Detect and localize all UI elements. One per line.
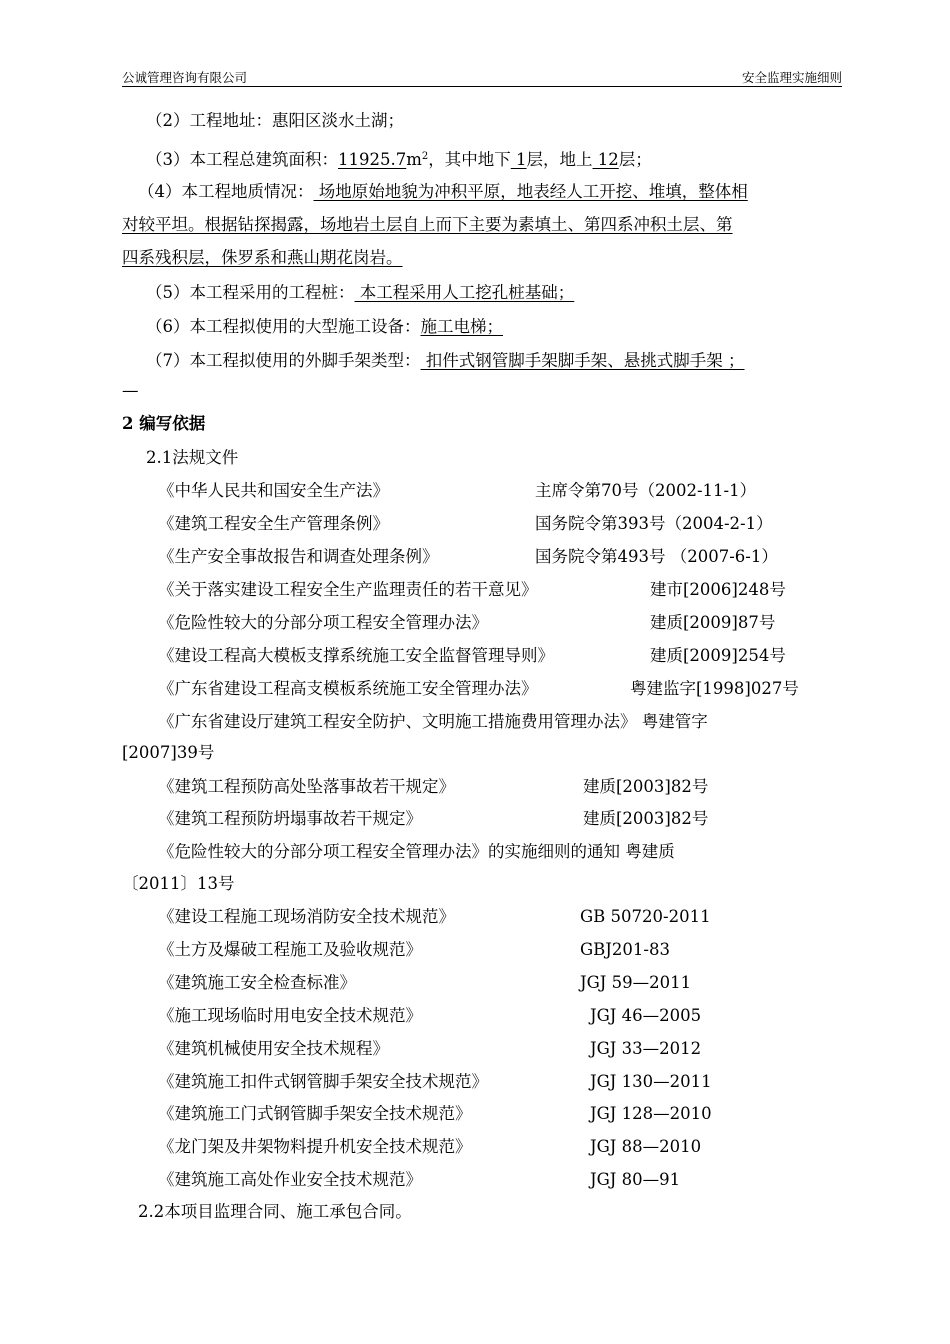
regulation-title: 《广东省建设工程高支模板系统施工安全管理办法》 <box>158 679 538 698</box>
pile-label: （5）本工程采用的工程桩： <box>146 283 355 302</box>
scaffold-value: 扣件式钢管脚手架脚手架、悬挑式脚手架 ； <box>420 351 745 370</box>
regulation-title: 《关于落实建设工程安全生产监理责任的若干意见》 <box>158 580 538 599</box>
regulation-title: 《建筑工程预防坍塌事故若干规定》 <box>158 809 422 828</box>
regulation-title: 《建筑工程预防高处坠落事故若干规定》 <box>158 777 455 796</box>
pile-value: 本工程采用人工挖孔桩基础； <box>354 283 575 302</box>
regulation-code: 国务院令第493号 （2007-6-1） <box>535 547 778 566</box>
regulation-code: 国务院令第393号（2004-2-1） <box>535 514 773 533</box>
above-floors: 12 <box>592 150 619 169</box>
header-company: 公诚管理咨询有限公司 <box>122 70 248 85</box>
regulation-title: 《建筑工程安全生产管理条例》 <box>158 514 389 533</box>
geology-line-1 <box>138 181 748 203</box>
equipment-value: 施工电梯； <box>420 317 503 336</box>
address-label: （2）工程地址： <box>146 111 272 130</box>
regulation-code: JGJ 88—2010 <box>590 1137 702 1156</box>
regulation-title: 《土方及爆破工程施工及验收规范》 <box>158 940 422 959</box>
regulation-title: 《建筑施工高处作业安全技术规范》 <box>158 1170 422 1189</box>
below-floors: 1 <box>510 150 527 169</box>
geology-line-2: 对较平坦。根据钻探揭露，场地岩土层自上而下主要为素填土、第四系冲积土层、第 <box>122 215 733 234</box>
regulation-title: 《建筑施工安全检查标准》 <box>158 973 356 992</box>
below-unit: 层，地上 <box>526 150 593 169</box>
regulation-code: 粤建监字[1998]027号 <box>630 679 799 698</box>
regulation-title: 《建设工程高大模板支撑系统施工安全监督管理导则》 <box>158 646 554 665</box>
regulation-title: 《建筑施工扣件式钢管脚手架安全技术规范》 <box>158 1072 488 1091</box>
area-unit-sup: 2 <box>421 151 429 162</box>
regulation-code: JGJ 80—91 <box>590 1170 681 1189</box>
page-header <box>122 66 842 87</box>
regulation-code: 建质[2009]87号 <box>650 613 776 632</box>
regulation-code: 主席令第70号（2002-11-1） <box>535 481 757 500</box>
regulation-code: JGJ 33—2012 <box>590 1039 702 1058</box>
area-line <box>146 146 652 171</box>
above-unit: 层； <box>618 150 652 169</box>
section-2-2-heading: 2.2本项目监理合同、施工承包合同。 <box>138 1202 412 1221</box>
regulation-code: JGJ 59—2011 <box>580 973 692 992</box>
section-2-1-heading: 2.1法规文件 <box>146 448 239 467</box>
area-mid: ，其中地下 <box>428 150 511 169</box>
regulation-code: JGJ 46—2005 <box>590 1006 702 1025</box>
regulation-title: 《中华人民共和国安全生产法》 <box>158 481 389 500</box>
regulation-code: 建质[2009]254号 <box>650 646 786 665</box>
area-unit: m <box>406 150 422 169</box>
address-value: 惠阳区淡水土湖； <box>272 111 404 130</box>
scaffold-line <box>146 350 745 372</box>
area-value: 11925.7 <box>338 150 407 169</box>
regulation-code: JGJ 128—2010 <box>590 1104 712 1123</box>
regulation-code: JGJ 130—2011 <box>590 1072 712 1091</box>
regulation-code: 建市[2006]248号 <box>650 580 786 599</box>
equipment-line <box>146 316 503 338</box>
header-doc-title: 安全监理实施细则 <box>741 70 842 85</box>
address-line <box>146 110 404 132</box>
area-label: （3）本工程总建筑面积： <box>146 150 338 169</box>
regulation-title: 《危险性较大的分部分项工程安全管理办法》 <box>158 613 488 632</box>
regulation-code: 建质[2003]82号 <box>583 809 709 828</box>
scaffold-label: （7）本工程拟使用的外脚手架类型： <box>146 351 421 370</box>
regulation-continuation: 〔2011〕13号 <box>122 874 235 893</box>
regulation-title: 《龙门架及井架物料提升机安全技术规范》 <box>158 1137 472 1156</box>
regulation-title: 《生产安全事故报告和调查处理条例》 <box>158 547 439 566</box>
regulation-title: 《施工现场临时用电安全技术规范》 <box>158 1006 422 1025</box>
regulation-title: 《危险性较大的分部分项工程安全管理办法》的实施细则的通知 粤建质 <box>158 842 675 861</box>
regulation-title: 《建设工程施工现场消防安全技术规范》 <box>158 907 455 926</box>
scaffold-tail: — <box>122 381 139 400</box>
regulation-title: 《广东省建设厅建筑工程安全防护、文明施工措施费用管理办法》 粤建管字 <box>158 712 708 731</box>
regulation-code: GBJ201-83 <box>580 940 670 959</box>
regulation-title: 《建筑施工门式钢管脚手架安全技术规范》 <box>158 1104 472 1123</box>
geology-label: （4）本工程地质情况： <box>138 182 314 201</box>
geology-text-1: 场地原始地貌为冲积平原，地表经人工开挖、堆填，整体相 <box>313 182 748 201</box>
regulation-title: 《建筑机械使用安全技术规程》 <box>158 1039 389 1058</box>
regulation-continuation: [2007]39号 <box>122 743 215 762</box>
regulation-code: GB 50720-2011 <box>580 907 711 926</box>
section-2-heading: 2 编写依据 <box>122 414 206 433</box>
regulation-code: 建质[2003]82号 <box>583 777 709 796</box>
equipment-label: （6）本工程拟使用的大型施工设备： <box>146 317 421 336</box>
pile-line <box>146 282 574 304</box>
geology-line-3: 四系残积层，侏罗系和燕山期花岗岩。 <box>122 248 403 267</box>
